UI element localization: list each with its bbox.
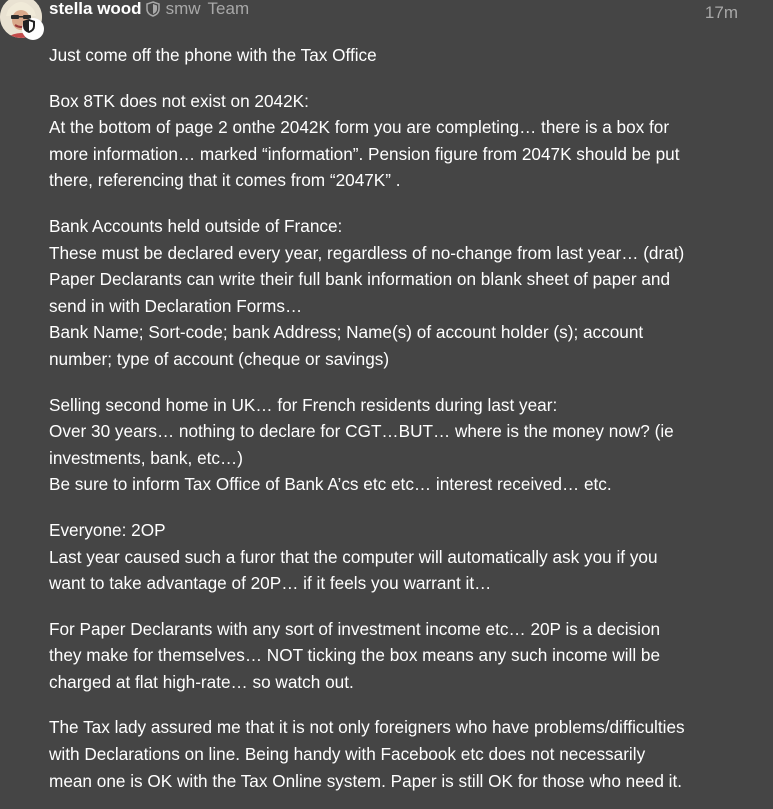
shield-icon — [146, 1, 160, 17]
moderator-shield-icon — [22, 18, 44, 40]
post-body — [49, 42, 749, 809]
post-paragraph — [49, 714, 749, 794]
paragraph-line: Be sure to inform Tax Office of Bank A’cs etc etc… interest received… etc. — [49, 474, 612, 495]
author-handle[interactable]: smw — [165, 0, 201, 18]
post-paragraph — [49, 616, 749, 696]
paragraph-line: number; type of account (cheque or savings) — [49, 348, 390, 369]
paragraph-line: there, referencing that it comes from “2047K” . — [49, 170, 401, 191]
author-name[interactable]: stella wood — [49, 0, 142, 18]
paragraph-line: Box 8TK does not exist on 2042K: — [49, 90, 309, 111]
post-timestamp[interactable]: 17m — [704, 3, 738, 22]
paragraph-line: Just come off the phone with the Tax Office — [49, 45, 377, 65]
paragraph-line: mean one is OK with the Tax Online system. Paper is still OK for those who need it. — [49, 770, 683, 791]
paragraph-line: Over 30 years… nothing to declare for CGT…BUT… where is the money now? (ie — [49, 421, 674, 442]
user-avatar[interactable] — [0, 0, 42, 38]
paragraph-line: Bank Accounts held outside of France: — [49, 215, 343, 236]
paragraph-line: Paper Declarants can write their full bank information on blank sheet of paper and — [49, 269, 671, 290]
paragraph-line: Everyone: 2OP — [49, 519, 166, 540]
post-paragraph — [49, 42, 749, 69]
paragraph-line: At the bottom of page 2 onthe 2042K form you are completing… there is a box for — [49, 117, 670, 138]
paragraph-line: charged at flat high-rate… so watch out. — [49, 671, 354, 692]
paragraph-line: investments, bank, etc…) — [49, 447, 243, 468]
post-paragraph — [49, 88, 749, 194]
author-group[interactable]: Team — [207, 0, 250, 18]
post-header — [49, 0, 773, 22]
post-paragraph — [49, 517, 749, 597]
post-paragraph — [49, 392, 749, 498]
paragraph-line: Selling second home in UK… for French residents during last year: — [49, 394, 558, 415]
paragraph-line: These must be declared every year, regardless of no-change from last year… (drat) — [49, 242, 685, 263]
paragraph-line: send in with Declaration Forms… — [49, 295, 303, 316]
post-paragraph — [49, 213, 749, 373]
paragraph-line: The Tax lady assured me that it is not only foreigners who have problems/difficulties — [49, 717, 685, 738]
paragraph-line: want to take advantage of 20P… if it feels you warrant it… — [49, 573, 492, 594]
paragraph-line: For Paper Declarants with any sort of investment income etc… 20P is a decision — [49, 618, 661, 639]
paragraph-line: Bank Name; Sort-code; bank Address; Name(s) of account holder (s); account — [49, 322, 644, 343]
paragraph-line: with Declarations on line. Being handy with Facebook etc does not necessarily — [49, 744, 646, 765]
paragraph-line: they make for themselves… NOT ticking the box means any such income will be — [49, 645, 661, 666]
paragraph-line: Last year caused such a furor that the computer will automatically ask you if you — [49, 546, 658, 567]
paragraph-line: more information… marked “information”. Pension figure from 2047K should be put — [49, 143, 680, 164]
